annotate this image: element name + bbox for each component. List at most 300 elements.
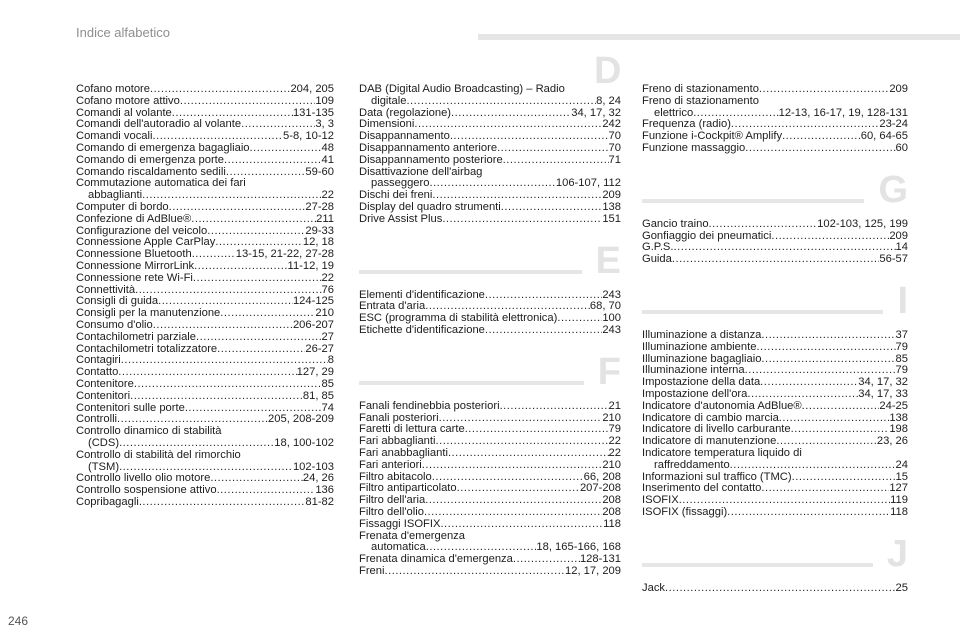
index-entry-term: Filtro antiparticolato bbox=[359, 482, 457, 495]
index-entry-term: Consigli di guida bbox=[76, 295, 159, 308]
index-entry-pages: 102-103, 125, 199 bbox=[817, 217, 908, 230]
index-entry bbox=[76, 379, 334, 391]
index-entry-pages: 138 bbox=[602, 200, 621, 213]
index-entry-term: Connessione rete Wi-Fi bbox=[76, 271, 193, 284]
index-entry-term: abbaglianti bbox=[88, 189, 143, 202]
index-entry-term: Indicatore di manutenzione bbox=[642, 435, 777, 448]
index-column-1 bbox=[76, 84, 334, 509]
index-entry-term: Fissaggi ISOFIX bbox=[359, 517, 441, 530]
index-entry-pages: 8, 24 bbox=[596, 94, 621, 107]
index-entry-pages: 81, 85 bbox=[302, 389, 334, 402]
dot-leader bbox=[217, 485, 316, 497]
index-entry-term: Filtro abitacolo bbox=[359, 470, 432, 483]
index-entry bbox=[642, 483, 908, 495]
index-entry-term: (CDS) bbox=[88, 436, 120, 449]
index-entry-pages: 205, 208-209 bbox=[268, 413, 334, 426]
dot-leader bbox=[802, 401, 880, 413]
dot-leader bbox=[759, 84, 889, 96]
dot-leader bbox=[497, 143, 608, 155]
index-entry bbox=[76, 438, 334, 450]
index-entry-term: digitale bbox=[371, 94, 407, 107]
separator-bar bbox=[359, 381, 584, 385]
index-entry-pages: 34, 17, 33 bbox=[858, 387, 908, 400]
index-entry-heading: Commutazione automatica dei fari bbox=[76, 177, 246, 190]
index-entry bbox=[642, 507, 908, 519]
dot-leader bbox=[118, 367, 296, 379]
index-entry bbox=[359, 507, 621, 519]
index-list-c bbox=[76, 84, 334, 509]
index-entry-term: Disappannamento anteriore bbox=[359, 141, 498, 154]
index-entry-pages: 11-12, 19 bbox=[287, 259, 334, 272]
dot-leader bbox=[422, 460, 603, 472]
index-entry-pages: 22 bbox=[321, 271, 334, 284]
index-entry-pages: 24, 26 bbox=[302, 472, 334, 485]
separator-bar bbox=[642, 563, 873, 567]
index-entry bbox=[359, 519, 621, 531]
index-entry-pages: 127, 29 bbox=[296, 366, 334, 379]
index-entry-term: Inserimento del contatto bbox=[642, 482, 762, 495]
index-entry-term: Illuminazione interna bbox=[642, 364, 745, 377]
dot-leader bbox=[169, 202, 306, 214]
dot-leader bbox=[674, 242, 896, 254]
index-entry-pages: 68, 70 bbox=[589, 300, 621, 313]
index-entry-pages: 12, 18 bbox=[302, 236, 334, 249]
dot-leader bbox=[385, 566, 566, 578]
dot-leader bbox=[119, 438, 274, 450]
index-entry-term: Elementi d'identificazione bbox=[359, 288, 485, 301]
index-column-2 bbox=[359, 84, 621, 578]
index-entry bbox=[642, 342, 908, 354]
index-entry bbox=[76, 320, 334, 332]
index-entry-term: Cofano motore bbox=[76, 83, 151, 95]
index-entry-term: Consumo d'olio bbox=[76, 318, 153, 331]
index-entry bbox=[76, 155, 334, 167]
index-list-j bbox=[642, 583, 908, 595]
index-entry bbox=[642, 460, 908, 472]
section-letter-j: J bbox=[886, 532, 908, 575]
index-entry-term: Connessione Bluetooth bbox=[76, 248, 192, 261]
index-entry bbox=[359, 401, 621, 413]
index-entry bbox=[642, 330, 908, 342]
index-entry bbox=[359, 325, 621, 337]
index-entry-term: Impostazione della data bbox=[642, 376, 761, 389]
section-letter-d: D bbox=[594, 50, 622, 92]
section-separator-i bbox=[642, 280, 908, 320]
index-entry-pages: 15 bbox=[895, 470, 908, 483]
index-entry-pages: 59-60 bbox=[305, 165, 334, 178]
separator-bar bbox=[359, 270, 582, 274]
index-entry-pages: 100 bbox=[602, 312, 621, 325]
index-entry-term: Fanali posteriori bbox=[359, 411, 439, 424]
index-entry-term: Faretti di lettura carte bbox=[359, 423, 465, 436]
dot-leader bbox=[250, 143, 322, 155]
header-divider-bar bbox=[478, 34, 960, 40]
index-entry-term: Fari anteriori bbox=[359, 458, 422, 471]
index-entry-term: ISOFIX (fissaggi) bbox=[642, 505, 728, 518]
dot-leader bbox=[730, 460, 896, 472]
index-entry bbox=[359, 202, 621, 214]
index-entry-pages: 85 bbox=[895, 352, 908, 365]
dot-leader bbox=[207, 226, 305, 238]
dot-leader bbox=[727, 507, 890, 519]
index-entry-pages: 25 bbox=[895, 581, 908, 594]
dot-leader bbox=[192, 249, 236, 261]
index-entry-term: Comando di emergenza bagagliaio bbox=[76, 141, 250, 154]
index-list-d bbox=[359, 84, 621, 226]
dot-leader bbox=[760, 377, 858, 389]
index-list-i bbox=[642, 330, 908, 519]
index-entry-term: Consigli per la manutenzione bbox=[76, 307, 221, 320]
index-entry-pages: 23-24 bbox=[879, 118, 908, 131]
index-entry-pages: 243 bbox=[602, 288, 621, 301]
index-entry-term: Contenitore bbox=[76, 377, 134, 390]
index-entry-pages: 24-25 bbox=[879, 399, 908, 412]
index-entry-term: Entrata d'aria bbox=[359, 300, 426, 313]
index-entry-term: Frequenza (radio) bbox=[642, 118, 731, 131]
index-entry-term: Funzione i-Cockpit® Amplify bbox=[642, 130, 783, 143]
index-list-f-cont bbox=[642, 84, 908, 155]
index-entry-term: Fanali fendinebbia posteriori bbox=[359, 399, 500, 412]
index-entry-term: Indicatore di cambio marcia bbox=[642, 411, 779, 424]
index-entry bbox=[76, 273, 334, 285]
index-entry-pages: 12, 17, 209 bbox=[565, 564, 621, 577]
index-entry-term: Connettività bbox=[76, 283, 136, 296]
index-entry-pages: 102-103 bbox=[292, 460, 334, 473]
index-entry-pages: 209 bbox=[602, 189, 621, 202]
index-entry-pages: 124-125 bbox=[292, 295, 334, 308]
index-entry-heading: Frenata d'emergenza bbox=[359, 529, 465, 542]
dot-leader bbox=[451, 108, 571, 120]
index-entry-term: Copribagagli bbox=[76, 495, 139, 508]
index-entry-term: Data (regolazione) bbox=[359, 106, 452, 119]
index-entry-term: Dischi dei freni bbox=[359, 189, 433, 202]
dot-leader bbox=[440, 519, 603, 531]
index-entry-term: passeggero bbox=[371, 177, 430, 190]
index-entry-term: Informazioni sul traffico (TMC) bbox=[642, 470, 792, 483]
index-entry-term: Contenitori bbox=[76, 389, 131, 402]
index-entry-term: Fari anabbaglianti bbox=[359, 446, 448, 459]
index-entry-pages: 21 bbox=[608, 399, 621, 412]
dot-leader bbox=[406, 96, 596, 108]
index-entry-term: ESC (programma di stabilità elettronica) bbox=[359, 312, 558, 325]
index-entry bbox=[359, 214, 621, 226]
index-entry-term: Freni bbox=[359, 564, 385, 577]
index-entry-pages: 118 bbox=[603, 517, 621, 530]
index-column-3 bbox=[642, 84, 908, 595]
index-entry-term: Disappannamento bbox=[359, 130, 450, 143]
index-entry-pages: 41 bbox=[321, 153, 334, 166]
index-entry-heading: Controllo di stabilità del rimorchio bbox=[76, 448, 241, 461]
index-entry-term: Configurazione del veicolo bbox=[76, 224, 208, 237]
index-entry bbox=[642, 254, 908, 266]
index-entry-pages: 109 bbox=[315, 94, 334, 107]
index-entry-pages: 79 bbox=[608, 423, 621, 436]
dot-leader bbox=[465, 424, 609, 436]
index-entry-pages: 209 bbox=[889, 229, 908, 242]
dot-leader bbox=[424, 507, 602, 519]
index-entry bbox=[359, 155, 621, 167]
index-entry-term: Confezione di AdBlue® bbox=[76, 212, 192, 225]
index-entry-term: Contachilometri totalizzatore bbox=[76, 342, 218, 355]
dot-leader bbox=[756, 342, 895, 354]
dot-leader bbox=[153, 320, 293, 332]
index-entry-pages: 48 bbox=[321, 141, 334, 154]
index-entry-pages: 118 bbox=[890, 505, 908, 518]
index-entry-term: (TSM) bbox=[88, 460, 120, 473]
index-entry bbox=[642, 401, 908, 413]
dot-leader bbox=[224, 155, 322, 167]
index-entry-pages: 22 bbox=[321, 189, 334, 202]
index-entry-pages: 26-27 bbox=[305, 342, 334, 355]
index-entry bbox=[642, 143, 908, 155]
dot-leader bbox=[665, 583, 896, 595]
index-entry-pages: 207-208 bbox=[579, 482, 621, 495]
index-entry-pages: 56-57 bbox=[879, 253, 908, 266]
index-entry-term: Illuminazione bagagliaio bbox=[642, 352, 762, 365]
index-entry-term: Display del quadro strumenti bbox=[359, 200, 501, 213]
index-entry-pages: 127 bbox=[889, 482, 908, 495]
dot-leader bbox=[442, 214, 602, 226]
page-number: 246 bbox=[8, 614, 29, 628]
index-entry-pages: 204, 205 bbox=[290, 83, 334, 95]
dot-leader bbox=[139, 497, 306, 509]
index-entry-term: Contenitori sulle porte bbox=[76, 401, 185, 414]
dot-leader bbox=[557, 313, 602, 325]
separator-bar bbox=[642, 199, 864, 203]
index-entry-pages: 14 bbox=[895, 241, 908, 254]
section-separator-f bbox=[359, 351, 621, 391]
index-entry-pages: 79 bbox=[895, 364, 908, 377]
dot-leader bbox=[425, 495, 602, 507]
index-entry-term: Gonfiaggio dei pneumatici bbox=[642, 229, 772, 242]
dot-leader bbox=[761, 354, 895, 366]
page-header-title: Indice alfabetico bbox=[76, 25, 170, 40]
index-entry-pages: 60 bbox=[895, 141, 908, 154]
index-entry-term: G.P.S. bbox=[642, 241, 674, 254]
dot-leader bbox=[448, 448, 609, 460]
index-entry-term: Connessione Apple CarPlay bbox=[76, 236, 216, 249]
index-entry-pages: 22 bbox=[608, 446, 621, 459]
index-entry-term: ISOFIX bbox=[642, 494, 679, 507]
index-entry-term: Comandi vocali bbox=[76, 130, 153, 143]
index-entry-pages: 208 bbox=[602, 505, 621, 518]
index-entry bbox=[642, 389, 908, 401]
index-entry-term: Controllo livello olio motore bbox=[76, 472, 211, 485]
dot-leader bbox=[485, 290, 602, 302]
dot-leader bbox=[747, 389, 858, 401]
dot-leader bbox=[194, 261, 287, 273]
index-entry-term: Cofano motore attivo bbox=[76, 94, 180, 107]
index-entry bbox=[76, 261, 334, 273]
index-entry bbox=[76, 332, 334, 344]
index-entry-pages: 106-107, 112 bbox=[555, 177, 621, 190]
index-entry-pages: 128-131 bbox=[579, 553, 621, 566]
index-entry-term: automatica bbox=[371, 541, 426, 554]
index-entry-pages: 23, 26 bbox=[876, 435, 908, 448]
dot-leader bbox=[217, 344, 305, 356]
index-entry-term: Contagiri bbox=[76, 354, 121, 367]
index-entry-pages: 211 bbox=[316, 212, 334, 225]
index-entry-term: Comandi dell'autoradio al volante bbox=[76, 118, 242, 131]
dot-leader bbox=[429, 178, 555, 190]
index-entry-pages: 136 bbox=[315, 484, 334, 497]
index-entry-pages: 29-33 bbox=[305, 224, 334, 237]
index-entry-pages: 210 bbox=[602, 458, 621, 471]
index-entry bbox=[76, 96, 334, 108]
index-entry bbox=[642, 583, 908, 595]
dot-leader bbox=[142, 190, 321, 202]
index-entry-pages: 206-207 bbox=[292, 318, 334, 331]
index-entry bbox=[642, 231, 908, 243]
index-entry-term: raffreddamento bbox=[654, 458, 730, 471]
index-entry bbox=[76, 497, 334, 509]
dot-leader bbox=[457, 483, 580, 495]
index-entry-pages: 27-28 bbox=[305, 200, 334, 213]
index-entry bbox=[642, 242, 908, 254]
index-entry-term: Etichette d'identificazione bbox=[359, 323, 485, 336]
index-entry-pages: 12-13, 16-17, 19, 128-131 bbox=[778, 106, 908, 119]
index-list-e bbox=[359, 290, 621, 337]
index-entry-term: Fari abbaglianti bbox=[359, 435, 436, 448]
section-letter-f: F bbox=[597, 350, 621, 393]
index-entry-pages: 209 bbox=[889, 83, 908, 95]
index-entry-pages: 71 bbox=[608, 153, 621, 166]
index-entry-pages: 85 bbox=[321, 377, 334, 390]
dot-leader bbox=[792, 472, 896, 484]
index-entry-term: Filtro dell'aria bbox=[359, 494, 426, 507]
index-entry-pages: 70 bbox=[608, 141, 621, 154]
section-separator-g bbox=[642, 169, 908, 209]
index-entry-heading: DAB (Digital Audio Broadcasting) – Radio bbox=[359, 83, 565, 95]
index-entry-pages: 70 bbox=[608, 130, 621, 143]
index-entry-term: Drive Assist Plus bbox=[359, 212, 443, 225]
index-entry-pages: 13-15, 21-22, 27-28 bbox=[235, 248, 334, 261]
index-entry bbox=[642, 219, 908, 231]
index-entry bbox=[76, 214, 334, 226]
dot-leader bbox=[180, 96, 315, 108]
index-entry-term: Disappannamento posteriore bbox=[359, 153, 503, 166]
index-entry bbox=[359, 96, 621, 108]
dot-leader bbox=[672, 254, 880, 266]
index-entry-term: Freno di stazionamento bbox=[642, 83, 759, 95]
index-entry-term: Illuminazione a distanza bbox=[642, 328, 762, 341]
dot-leader bbox=[503, 155, 609, 167]
index-entry bbox=[359, 448, 621, 460]
index-entry-term: Connessione MirrorLink bbox=[76, 259, 195, 272]
index-entry-term: Frenata dinamica d'emergenza bbox=[359, 553, 513, 566]
index-entry-term: Impostazione dell'ora bbox=[642, 387, 748, 400]
index-entry-term: Gancio traino bbox=[642, 217, 709, 230]
index-entry-term: Guida bbox=[642, 253, 672, 266]
section-separator-e bbox=[359, 240, 621, 280]
index-entry-term: elettrico bbox=[654, 106, 694, 119]
index-entry-pages: 34, 17, 32 bbox=[858, 376, 908, 389]
dot-leader bbox=[771, 231, 889, 243]
section-letter-e: E bbox=[595, 239, 621, 282]
dot-leader bbox=[782, 131, 861, 143]
index-entry-term: Comando di emergenza porte bbox=[76, 153, 225, 166]
index-entry bbox=[76, 202, 334, 214]
index-entry-heading: Controllo dinamico di stabilità bbox=[76, 425, 222, 438]
index-entry-pages: 74 bbox=[321, 401, 334, 414]
index-entry-term: Comando riscaldamento sedili bbox=[76, 165, 226, 178]
index-entry-term: Indicatore d'autonomia AdBlue® bbox=[642, 399, 802, 412]
index-entry-term: Contachilometri parziale bbox=[76, 330, 197, 343]
dot-leader bbox=[745, 143, 895, 155]
index-entry bbox=[359, 460, 621, 472]
index-entry-term: Computer di bordo bbox=[76, 200, 169, 213]
dot-leader bbox=[436, 436, 609, 448]
index-entry-term: Filtro dell'olio bbox=[359, 505, 424, 518]
dot-leader bbox=[485, 325, 602, 337]
index-entry-term: Controlli bbox=[76, 413, 118, 426]
dot-leader bbox=[761, 483, 889, 495]
index-entry-pages: 210 bbox=[602, 411, 621, 424]
index-entry-pages: 8 bbox=[327, 354, 334, 367]
index-entry-pages: 60, 64-65 bbox=[860, 130, 908, 143]
dot-leader bbox=[196, 332, 322, 344]
index-entry-pages: 27 bbox=[321, 330, 334, 343]
dot-leader bbox=[134, 379, 322, 391]
dot-leader bbox=[791, 424, 890, 436]
dot-leader bbox=[501, 202, 603, 214]
index-entry-pages: 5-8, 10-12 bbox=[283, 130, 334, 143]
dot-leader bbox=[193, 273, 322, 285]
index-entry bbox=[76, 143, 334, 155]
separator-bar bbox=[642, 310, 883, 314]
index-entry-pages: 242 bbox=[602, 118, 621, 131]
index-entry-pages: 198 bbox=[889, 423, 908, 436]
index-entry-pages: 151 bbox=[602, 212, 621, 225]
section-letter-g: G bbox=[878, 168, 908, 211]
index-entry-pages: 76 bbox=[321, 283, 334, 296]
dot-leader bbox=[210, 473, 303, 485]
index-entry-pages: 138 bbox=[889, 411, 908, 424]
index-entry-pages: 18, 165-166, 168 bbox=[536, 541, 621, 554]
index-entry bbox=[359, 143, 621, 155]
index-entry-pages: 24 bbox=[895, 458, 908, 471]
index-entry-term: Funzione massaggio bbox=[642, 141, 746, 154]
dot-leader bbox=[761, 330, 895, 342]
index-entry bbox=[76, 391, 334, 403]
index-entry-pages: 243 bbox=[602, 323, 621, 336]
index-entry-term: Indicatore di livello carburante bbox=[642, 423, 791, 436]
section-separator-j bbox=[642, 533, 908, 573]
index-entry-term: Dimensioni bbox=[359, 118, 415, 131]
index-entry-pages: 208 bbox=[602, 494, 621, 507]
index-entry-term: Contatto bbox=[76, 366, 119, 379]
dot-leader bbox=[709, 219, 818, 231]
index-entry-term: Jack bbox=[642, 581, 666, 594]
index-list-f bbox=[359, 401, 621, 578]
index-entry bbox=[359, 566, 621, 578]
dot-leader bbox=[500, 401, 609, 413]
index-entry-pages: 79 bbox=[895, 340, 908, 353]
dot-leader bbox=[191, 214, 316, 226]
index-entry-pages: 34, 17, 32 bbox=[571, 106, 621, 119]
dot-leader bbox=[130, 391, 303, 403]
index-entry-pages: 18, 100-102 bbox=[274, 436, 334, 449]
index-entry-heading: Freno di stazionamento bbox=[642, 94, 759, 107]
index-entry-heading: Disattivazione dell'airbag bbox=[359, 165, 483, 178]
index-entry-pages: 3, 3 bbox=[315, 118, 334, 131]
index-entry-term: Comandi al volante bbox=[76, 106, 172, 119]
index-entry-pages: 210 bbox=[315, 307, 334, 320]
index-entry-term: Illuminazione ambiente bbox=[642, 340, 757, 353]
index-entry-pages: 37 bbox=[895, 328, 908, 341]
index-entry-heading: Indicatore temperatura liquido di bbox=[642, 446, 802, 459]
index-entry-pages: 131-135 bbox=[292, 106, 334, 119]
